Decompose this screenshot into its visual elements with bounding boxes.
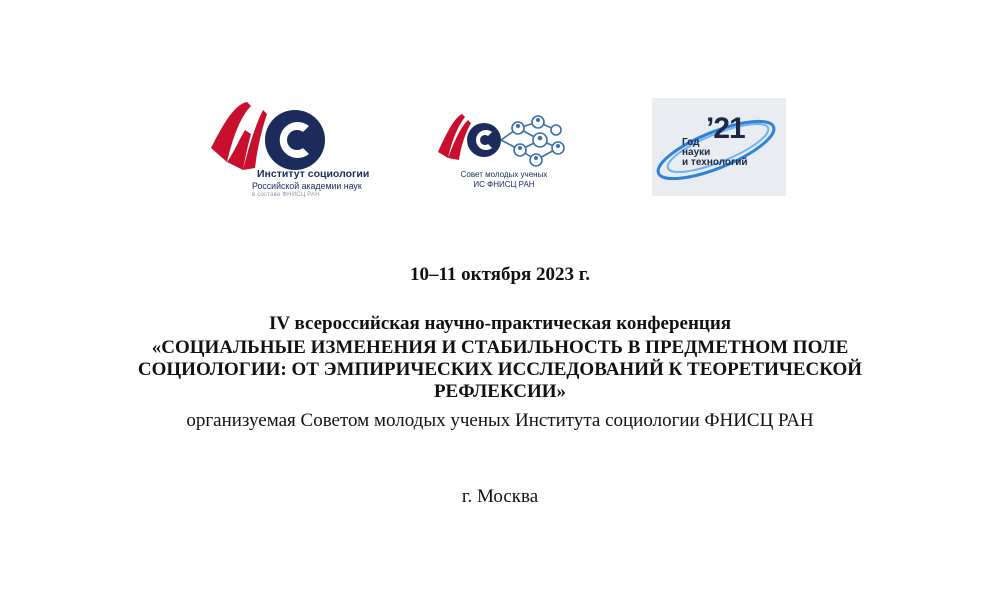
year-caption-line2: науки — [682, 147, 711, 158]
conference-type: IV всероссийская научно-практическая конференция — [268, 313, 732, 334]
institute-subtitle: Российской академии наук — [252, 181, 362, 191]
year-caption-line1: Год — [682, 137, 700, 148]
institute-subtitle-2: в составе ФНИСЦ РАН — [252, 192, 320, 198]
conference-title: «СОЦИАЛЬНЫЕ ИЗМЕНЕНИЯ И СТАБИЛЬНОСТЬ В ПРЕДМЕТНОМ ПОЛЕ СОЦИОЛОГИИ: ОТ ЭМПИРИЧЕСКИХ ИССЛЕДОВАНИЙ К ТЕОРЕТИЧЕСКОЙ РЕФЛЕКСИИ» — [137, 337, 863, 402]
year-of-science-logo — [652, 98, 786, 196]
event-date: 10–11 октября 2023 г. — [409, 264, 591, 285]
year-caption-line3: и технологий — [682, 157, 748, 168]
council-name-line2: ИС ФНИСЦ РАН — [473, 180, 535, 189]
institute-name: Институт социологии — [257, 168, 370, 180]
council-network-icon — [432, 108, 568, 170]
organizer-line: организуемая Советом молодых ученых Института социологии ФНИСЦ РАН — [186, 410, 814, 431]
young-scientists-council-logo — [432, 108, 568, 203]
city: г. Москва — [461, 486, 539, 507]
council-name-line1: Совет молодых ученых — [460, 170, 548, 179]
year-number: ’21 — [706, 112, 745, 145]
year-caption — [682, 138, 748, 168]
institute-of-sociology-logo — [205, 96, 370, 202]
